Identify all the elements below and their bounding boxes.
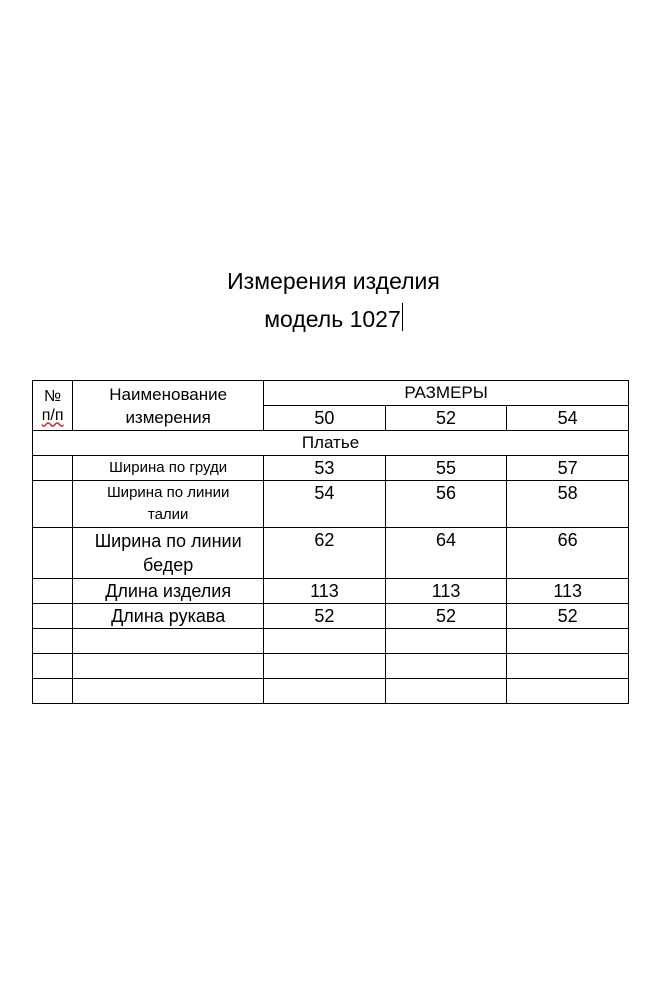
- empty-cell: [385, 629, 507, 654]
- header-number-symbol: №: [44, 387, 62, 405]
- empty-cell: [33, 629, 73, 654]
- row-value-cell: 54: [264, 481, 386, 528]
- title-model-text: модель 1027: [264, 306, 401, 332]
- row-number-cell: [33, 481, 73, 528]
- row-value-cell: 58: [507, 481, 629, 528]
- size-header-cell: 54: [507, 406, 629, 431]
- empty-cell: [73, 679, 264, 704]
- empty-row: [33, 679, 629, 704]
- size-header-cell: 50: [264, 406, 386, 431]
- header-sizes-label: РАЗМЕРЫ: [264, 381, 629, 406]
- document-title: [0, 262, 667, 338]
- empty-cell: [385, 654, 507, 679]
- row-value-cell: 62: [264, 528, 386, 579]
- header-name-line-1: Наименование: [109, 384, 228, 404]
- row-name-cell: Ширина по груди: [73, 456, 264, 481]
- row-name-cell: [73, 481, 264, 528]
- empty-cell: [264, 654, 386, 679]
- row-value-cell: 57: [507, 456, 629, 481]
- table-row: [33, 528, 629, 579]
- empty-cell: [507, 654, 629, 679]
- row-number-cell: [33, 456, 73, 481]
- row-value-cell: 52: [264, 604, 386, 629]
- empty-cell: [73, 629, 264, 654]
- row-value-cell: 53: [264, 456, 386, 481]
- empty-cell: [507, 629, 629, 654]
- header-number-abbr: [33, 406, 72, 425]
- row-value-cell: 113: [507, 579, 629, 604]
- row-value-cell: 113: [264, 579, 386, 604]
- row-value-cell: 66: [507, 528, 629, 579]
- row-name-cell: Длина рукава: [73, 604, 264, 629]
- text-cursor: [402, 303, 403, 331]
- row-name-line-1: Ширина по линии: [94, 531, 242, 551]
- row-name-cell: Длина изделия: [73, 579, 264, 604]
- table-row: [33, 604, 629, 629]
- empty-row: [33, 629, 629, 654]
- empty-cell: [264, 629, 386, 654]
- row-name-line-2: талии: [147, 506, 189, 523]
- section-title: Платье: [33, 431, 629, 456]
- row-name-line-2: бедер: [143, 555, 194, 575]
- measurements-table: [32, 380, 629, 704]
- row-value-cell: 52: [507, 604, 629, 629]
- row-number-cell: [33, 604, 73, 629]
- empty-row: [33, 654, 629, 679]
- row-value-cell: 52: [385, 604, 507, 629]
- empty-cell: [385, 679, 507, 704]
- empty-cell: [73, 654, 264, 679]
- row-value-cell: 56: [385, 481, 507, 528]
- empty-cell: [507, 679, 629, 704]
- row-name-cell: [73, 528, 264, 579]
- header-number-abbr-text: п/п: [41, 406, 64, 424]
- empty-cell: [33, 679, 73, 704]
- section-row: [33, 431, 629, 456]
- title-line-2: [0, 300, 667, 338]
- empty-cell: [33, 654, 73, 679]
- title-line-1: Измерения изделия: [227, 268, 440, 294]
- empty-cell: [264, 679, 386, 704]
- row-number-cell: [33, 528, 73, 579]
- row-value-cell: 113: [385, 579, 507, 604]
- size-header-cell: 52: [385, 406, 507, 431]
- row-value-cell: 64: [385, 528, 507, 579]
- table-header-row: [33, 381, 629, 406]
- header-number-cell: [33, 381, 73, 431]
- row-number-cell: [33, 579, 73, 604]
- header-name-cell: [73, 381, 264, 431]
- table-row: [33, 481, 629, 528]
- row-value-cell: 55: [385, 456, 507, 481]
- table-row: [33, 456, 629, 481]
- row-name-line-1: Ширина по линии: [106, 484, 230, 501]
- header-name-line-2: измерения: [125, 407, 211, 427]
- table-row: [33, 579, 629, 604]
